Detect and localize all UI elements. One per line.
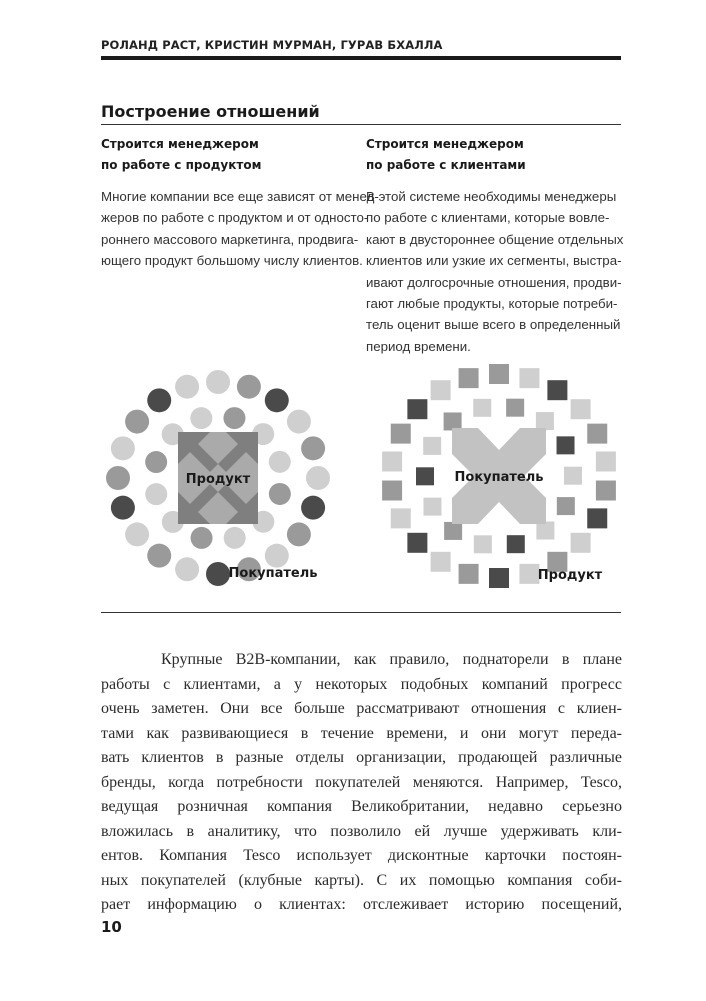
customer-circle: [125, 522, 149, 546]
customer-circle: [237, 375, 261, 399]
customer-circle: [147, 544, 171, 568]
product-square: [444, 412, 462, 430]
product-square: [596, 451, 616, 471]
customer-circle: [287, 522, 311, 546]
body-line: вложилась в аналитику, что позволило ей лучше удерживать кли-: [101, 822, 622, 840]
product-square: [416, 467, 434, 485]
body-line: работы с клиентами, а у некоторых подобных компаний прогресс: [101, 675, 622, 693]
product-square: [596, 481, 616, 501]
customer-circle: [125, 410, 149, 434]
customer-circle: [206, 370, 230, 394]
body-line: вать клиентов в разные отделы организации, продающей различные: [101, 749, 622, 766]
product-centric-diagram: [98, 370, 338, 600]
product-square: [587, 424, 607, 444]
customer-circle: [190, 407, 212, 429]
customer-circle: [106, 466, 130, 490]
product-square: [444, 522, 462, 540]
section-title: Построение отношений: [101, 102, 320, 121]
product-square: [459, 564, 479, 584]
customer-circle: [301, 496, 325, 520]
right-column-heading: Строится менеджером по работе с клиентами: [366, 137, 526, 172]
customer-circle: [175, 375, 199, 399]
customer-circle: [145, 451, 167, 473]
customer-circle: [206, 562, 230, 586]
customer-circle: [175, 557, 199, 581]
right-column-text: В этой системе необходимы менеджеры по работе с клиентами, которые вовле- кают в двустороннее общение отдельных клиентов или узкие их сегменты, выстра- ивают долгосрочные отношения, продви- гают любые продукты, которые потреби- тель оценит выше всего в определенный период времени.: [366, 189, 624, 354]
customer-circle: [147, 388, 171, 412]
body-line: ентов. Компания Tesco использует дисконтные карточки постоян-: [101, 847, 622, 864]
customer-circle: [269, 483, 291, 505]
product-square: [473, 399, 491, 417]
customer-circle: [265, 388, 289, 412]
right-diagram-center-label: Покупатель: [454, 470, 544, 485]
product-square: [564, 467, 582, 485]
customer-circle: [287, 410, 311, 434]
product-square: [391, 508, 411, 528]
running-header: РОЛАНД РАСТ, КРИСТИН МУРМАН, ГУРАВ БХАЛЛА: [101, 38, 443, 52]
product-square: [557, 436, 575, 454]
customer-circle: [191, 527, 213, 549]
product-square: [536, 522, 554, 540]
product-square: [507, 535, 525, 553]
customer-circle: [269, 451, 291, 473]
product-square: [571, 399, 591, 419]
section-rule: [101, 124, 621, 125]
customer-circle: [265, 544, 289, 568]
body-paragraph: [101, 648, 622, 918]
product-square: [506, 399, 524, 417]
figure-bottom-rule: [101, 612, 621, 613]
customer-circle: [111, 496, 135, 520]
product-square: [431, 380, 451, 400]
customer-circle: [224, 527, 246, 549]
product-square: [382, 451, 402, 471]
product-square: [587, 508, 607, 528]
product-square: [536, 412, 554, 430]
product-square: [519, 564, 539, 584]
product-square: [407, 533, 427, 553]
left-column-heading: Строится менеджером по работе с продуктом: [101, 137, 262, 172]
customer-centric-diagram: [374, 360, 624, 600]
body-line: рает информацию о клиентах: отслеживает историю посещений,: [101, 896, 622, 913]
body-line: ных покупателей (клубные карты). С их помощью компания соби-: [101, 871, 622, 889]
body-line: ведущая розничная компания Великобритании, недавно серьезно: [101, 798, 622, 815]
product-square: [407, 399, 427, 419]
customer-circle: [306, 466, 330, 490]
product-square: [547, 380, 567, 400]
customer-circle: [145, 483, 167, 505]
page-number: 10: [101, 918, 122, 936]
body-line: тами как развивающиеся в течение времени, и они могут переда-: [101, 724, 622, 742]
product-square: [557, 497, 575, 515]
product-square: [474, 535, 492, 553]
product-square: [431, 552, 451, 572]
left-column-text: Многие компании все еще зависят от менед- жеров по работе с продуктом и от односто- роннего массового маркетинга, продвига- ющего продукт большому числу клиентов.: [101, 189, 379, 269]
body-line: бренды, когда потребности покупателей меняются. Например, Tesco,: [101, 773, 622, 791]
product-square: [423, 498, 441, 516]
customer-circle: [223, 407, 245, 429]
product-square: [571, 533, 591, 553]
body-line: Крупные B2B-компании, как правило, поднаторели в плане: [161, 651, 622, 668]
product-square: [519, 368, 539, 388]
product-square: [423, 437, 441, 455]
left-diagram-outer-label: Покупатель: [228, 566, 318, 581]
left-diagram-center-label: Продукт: [185, 472, 251, 487]
product-square: [382, 481, 402, 501]
customer-circle: [111, 436, 135, 460]
product-square: [459, 368, 479, 388]
product-square: [391, 424, 411, 444]
header-rule: [101, 56, 621, 60]
right-diagram-outer-label: Продукт: [537, 568, 603, 583]
product-square: [489, 364, 509, 384]
customer-circle: [301, 436, 325, 460]
product-square: [489, 568, 509, 588]
body-line: очень заметен. Они все больше рассматривают отношения с клиен-: [101, 700, 622, 717]
